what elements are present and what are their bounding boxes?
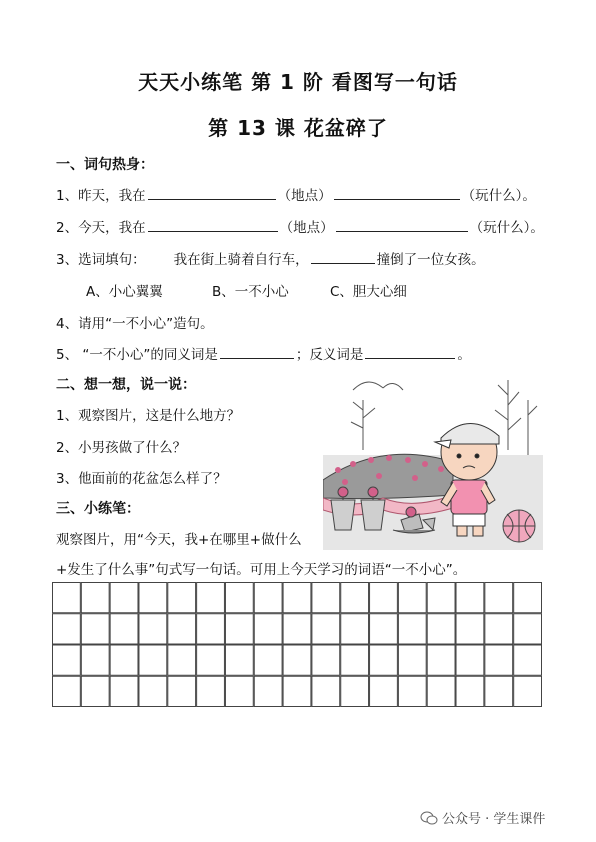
boy-broken-flowerpot-illustration <box>323 370 543 550</box>
grid-cell[interactable] <box>398 645 426 675</box>
grid-cell[interactable] <box>370 583 398 613</box>
grid-cell[interactable] <box>485 583 513 613</box>
grid-cell[interactable] <box>110 676 138 706</box>
grid-cell[interactable] <box>398 614 426 644</box>
watermark <box>420 808 545 827</box>
grid-cell[interactable] <box>485 645 513 675</box>
grid-cell[interactable] <box>197 614 225 644</box>
grid-cell[interactable] <box>456 645 484 675</box>
grid-cell[interactable] <box>427 676 455 706</box>
writing-grid[interactable] <box>52 582 542 707</box>
grid-cell[interactable] <box>53 676 81 706</box>
section1-heading: 一、词句热身： <box>56 157 154 173</box>
grid-cell[interactable] <box>427 645 455 675</box>
question-2-2: 2、小男孩做了什么？ <box>56 440 187 456</box>
grid-cell[interactable] <box>53 583 81 613</box>
grid-cell[interactable] <box>514 676 542 706</box>
question-2-3: 3、他面前的花盆怎么样了？ <box>56 471 227 487</box>
grid-cell[interactable] <box>81 583 109 613</box>
wechat-icon <box>420 811 438 825</box>
grid-cell[interactable] <box>456 676 484 706</box>
grid-cell[interactable] <box>283 645 311 675</box>
grid-cell[interactable] <box>514 645 542 675</box>
grid-cell[interactable] <box>341 583 369 613</box>
grid-cell[interactable] <box>485 614 513 644</box>
grid-cell[interactable] <box>139 676 167 706</box>
grid-cell[interactable] <box>168 676 196 706</box>
section2-heading: 二、想一想，说一说： <box>56 377 196 393</box>
writing-instruction-line1: 观察图片，用“今天，我+在哪里+做什么 <box>56 532 302 548</box>
grid-cell[interactable] <box>456 583 484 613</box>
grid-cell[interactable] <box>370 645 398 675</box>
grid-cell[interactable] <box>139 614 167 644</box>
grid-cell[interactable] <box>254 614 282 644</box>
grid-cell[interactable] <box>312 583 340 613</box>
grid-cell[interactable] <box>168 614 196 644</box>
question-1-3: 3、选词填句： 我在街上骑着自行车， 撞倒了一位女孩。 <box>56 252 485 268</box>
option-b: B、一不小心 <box>212 284 289 300</box>
grid-cell[interactable] <box>197 645 225 675</box>
question-2-1: 1、观察图片，这是什么地方？ <box>56 408 241 424</box>
grid-cell[interactable] <box>81 676 109 706</box>
grid-cell[interactable] <box>53 645 81 675</box>
grid-cell[interactable] <box>427 583 455 613</box>
grid-cell[interactable] <box>370 614 398 644</box>
question-1-5: 5、 “一不小心”的同义词是 ；反义词是 。 <box>56 347 471 363</box>
grid-cell[interactable] <box>225 676 253 706</box>
question-1-1: 1、昨天，我在 （地点） （玩什么）。 <box>56 188 536 204</box>
grid-cell[interactable] <box>456 614 484 644</box>
grid-cell[interactable] <box>225 645 253 675</box>
grid-cell[interactable] <box>197 676 225 706</box>
grid-cell[interactable] <box>514 583 542 613</box>
option-c: C、胆大心细 <box>330 284 407 300</box>
grid-cell[interactable] <box>139 645 167 675</box>
watermark-text: 公众号 · 学生课件 <box>442 812 546 827</box>
grid-cell[interactable] <box>283 676 311 706</box>
grid-cell[interactable] <box>283 583 311 613</box>
grid-cell[interactable] <box>312 645 340 675</box>
grid-cell[interactable] <box>341 645 369 675</box>
worksheet-title: 天天小练笔 第 1 阶 看图写一句话 <box>138 70 458 94</box>
grid-cell[interactable] <box>254 676 282 706</box>
grid-cell[interactable] <box>514 614 542 644</box>
grid-cell[interactable] <box>427 614 455 644</box>
grid-cell[interactable] <box>168 645 196 675</box>
grid-cell[interactable] <box>312 614 340 644</box>
grid-cell[interactable] <box>81 614 109 644</box>
grid-cell[interactable] <box>398 676 426 706</box>
grid-cell[interactable] <box>197 583 225 613</box>
grid-cell[interactable] <box>139 583 167 613</box>
grid-cell[interactable] <box>485 676 513 706</box>
grid-cell[interactable] <box>283 614 311 644</box>
grid-cell[interactable] <box>398 583 426 613</box>
grid-cell[interactable] <box>110 583 138 613</box>
grid-cell[interactable] <box>341 614 369 644</box>
question-1-4: 4、请用“一不小心”造句。 <box>56 316 214 332</box>
grid-cell[interactable] <box>225 614 253 644</box>
lesson-title: 第 13 课 花盆碎了 <box>208 116 388 140</box>
grid-cell[interactable] <box>110 645 138 675</box>
grid-cell[interactable] <box>312 676 340 706</box>
grid-cell[interactable] <box>110 614 138 644</box>
grid-cell[interactable] <box>168 583 196 613</box>
grid-cell[interactable] <box>370 676 398 706</box>
grid-cell[interactable] <box>254 583 282 613</box>
question-1-2: 2、今天，我在 （地点） （玩什么）。 <box>56 220 544 236</box>
option-a: A、小心翼翼 <box>86 284 163 300</box>
section3-heading: 三、小练笔： <box>56 501 140 517</box>
writing-instruction-line2: +发生了什么事”句式写一句话。可用上今天学习的词语“一不小心”。 <box>56 562 467 578</box>
grid-cell[interactable] <box>81 645 109 675</box>
grid-cell[interactable] <box>341 676 369 706</box>
grid-cell[interactable] <box>225 583 253 613</box>
grid-cell[interactable] <box>254 645 282 675</box>
grid-cell[interactable] <box>53 614 81 644</box>
